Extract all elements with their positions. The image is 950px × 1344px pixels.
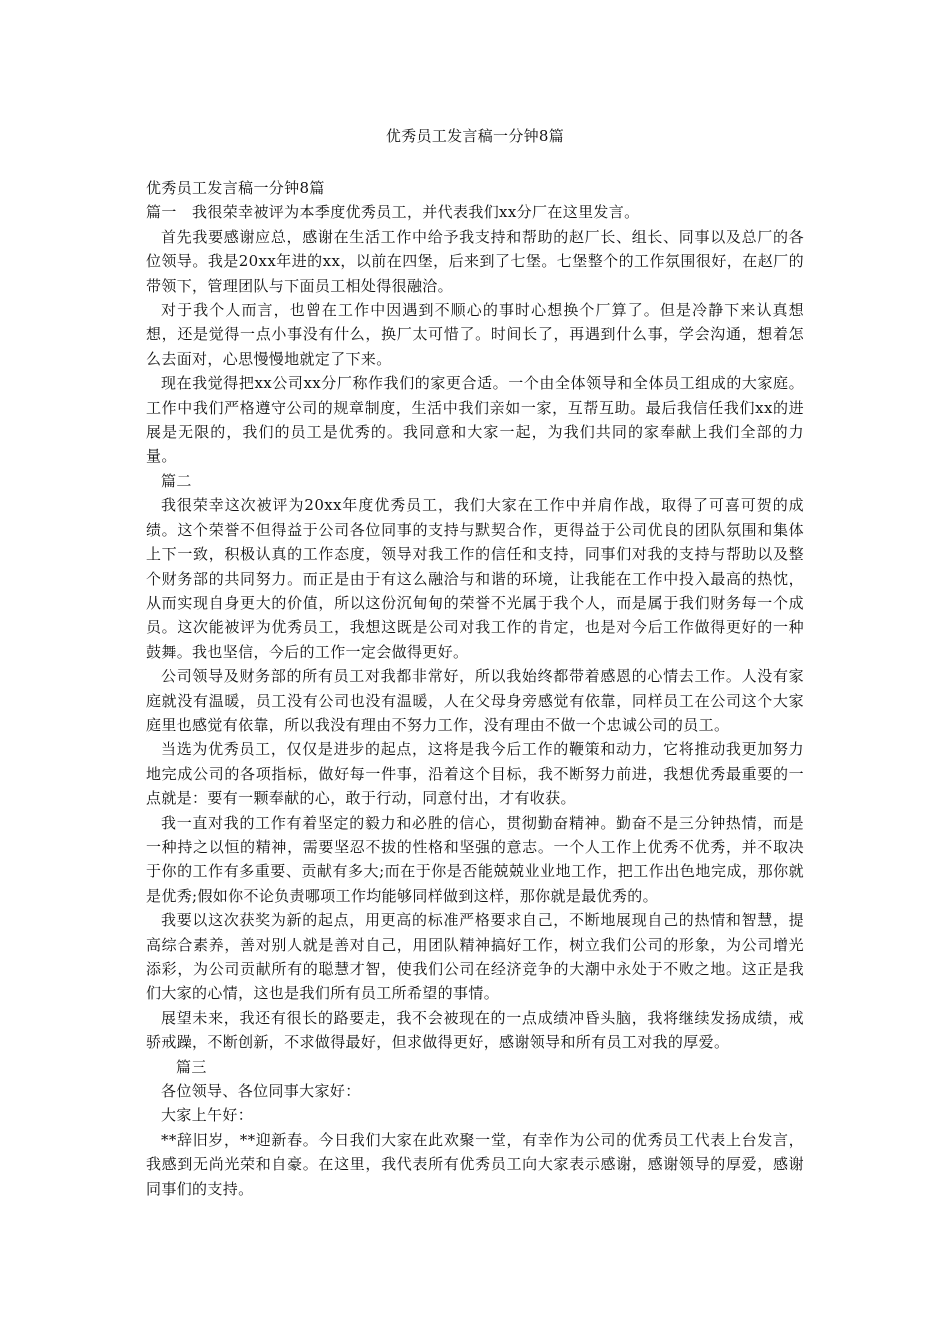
section-heading: 篇三	[176, 1057, 207, 1076]
paragraph: 篇一 我很荣幸被评为本季度优秀员工，并代表我们xx分厂在这里发言。	[146, 203, 640, 222]
paragraph: 我要以这次获奖为新的起点，用更高的标准严格要求自己，不断地展现自己的热情和智慧，提高综合素养，善对别人就是善对自己，用团队精神搞好工作，树立我们公司的形象，为公司增光添彩，为公司贡献所有的聪慧才智，使我们公司在经济竞争的大潮中永处于不败之地。这正是我们大家的心情，这也是我们所有员工所希望的事情。	[146, 911, 804, 1003]
paragraph: **辞旧岁，**迎新春。今日我们大家在此欢聚一堂，有幸作为公司的优秀员工代表上台发言，我感到无尚光荣和自豪。在这里，我代表所有优秀员工向大家表示感谢，感谢领导的厚爱，感谢同事们的支持。	[146, 1130, 804, 1198]
document-body	[146, 176, 804, 1201]
paragraph: 首先我要感谢应总，感谢在生活工作中给予我支持和帮助的赵厂长、组长、同事以及总厂的各位领导。我是20xx年进的xx，以前在四堡，后来到了七堡。七堡整个的工作氛围很好，在赵厂的带领下，管理团队与下面员工相处得很融洽。	[146, 227, 804, 295]
section-heading: 篇二	[161, 471, 192, 490]
paragraph: 展望未来，我还有很长的路要走，我不会被现在的一点成绩冲昏头脑，我将继续发扬成绩，戒骄戒躁，不断创新，不求做得最好，但求做得更好，感谢领导和所有员工对我的厚爱。	[146, 1008, 804, 1052]
paragraph: 对于我个人而言，也曾在工作中因遇到不顺心的事时心想换个厂算了。但是冷静下来认真想想，还是觉得一点小事没有什么，换厂太可惜了。时间长了，再遇到什么事，学会沟通，想着怎么去面对，心思慢慢地就定了下来。	[146, 301, 804, 368]
paragraph: 大家上午好：	[161, 1106, 254, 1125]
paragraph: 公司领导及财务部的所有员工对我都非常好，所以我始终都带着感恩的心情去工作。人没有家庭就没有温暖，员工没有公司也没有温暖，人在父母身旁感觉有依靠，同样员工在公司这个大家庭里也感觉有依靠，所以我没有理由不努力工作，没有理由不做一个忠诚公司的员工。	[146, 667, 804, 734]
paragraph: 现在我觉得把xx公司xx分厂称作我们的家更合适。一个由全体领导和全体员工组成的大家庭。工作中我们严格遵守公司的规章制度，生活中我们亲如一家，互帮互助。最后我信任我们xx的进展是无限的，我们的员工是优秀的。我同意和大家一起，为我们共同的家奉献上我们全部的力量。	[146, 374, 804, 466]
paragraph: 我一直对我的工作有着坚定的毅力和必胜的信心，贯彻勤奋精神。勤奋不是三分钟热情，而是一种持之以恒的精神，需要坚忍不拔的性格和坚强的意志。一个人工作上优秀不优秀，并不取决于你的工作有多重要、贡献有多大;而在于你是否能兢兢业业地工作，把工作出色地完成，那你就是优秀;假如你不论负责哪项工作均能够同样做到这样，那你就是最优秀的。	[146, 813, 804, 905]
document-subtitle: 优秀员工发言稿一分钟8篇	[146, 179, 325, 197]
paragraph: 各位领导、各位同事大家好：	[161, 1082, 361, 1101]
document-title: 优秀员工发言稿一分钟8篇	[385, 127, 565, 145]
paragraph: 当选为优秀员工，仅仅是进步的起点，这将是我今后工作的鞭策和动力，它将推动我更加努力地完成公司的各项指标，做好每一件事，沿着这个目标，我不断努力前进，我想优秀最重要的一点就是：要有一颗奉献的心，敢于行动，同意付出，才有收获。	[146, 740, 804, 808]
paragraph: 我很荣幸这次被评为20xx年度优秀员工，我们大家在工作中并肩作战，取得了可喜可贺的成绩。这个荣誉不但得益于公司各位同事的支持与默契合作，更得益于公司优良的团队氛围和集体上下一致，积极认真的工作态度，领导对我工作的信任和支持，同事们对我的支持与帮助以及整个财务部的共同努力。而正是由于有这么融洽与和谐的环境，让我能在工作中投入最高的热忱，从而实现自身更大的价值，所以这份沉甸甸的荣誉不光属于我个人，而是属于我们财务每一个成员。这次能被评为优秀员工，我想这既是公司对我工作的肯定，也是对今后工作做得更好的一种鼓舞。我也坚信，今后的工作一定会做得更好。	[146, 496, 804, 661]
